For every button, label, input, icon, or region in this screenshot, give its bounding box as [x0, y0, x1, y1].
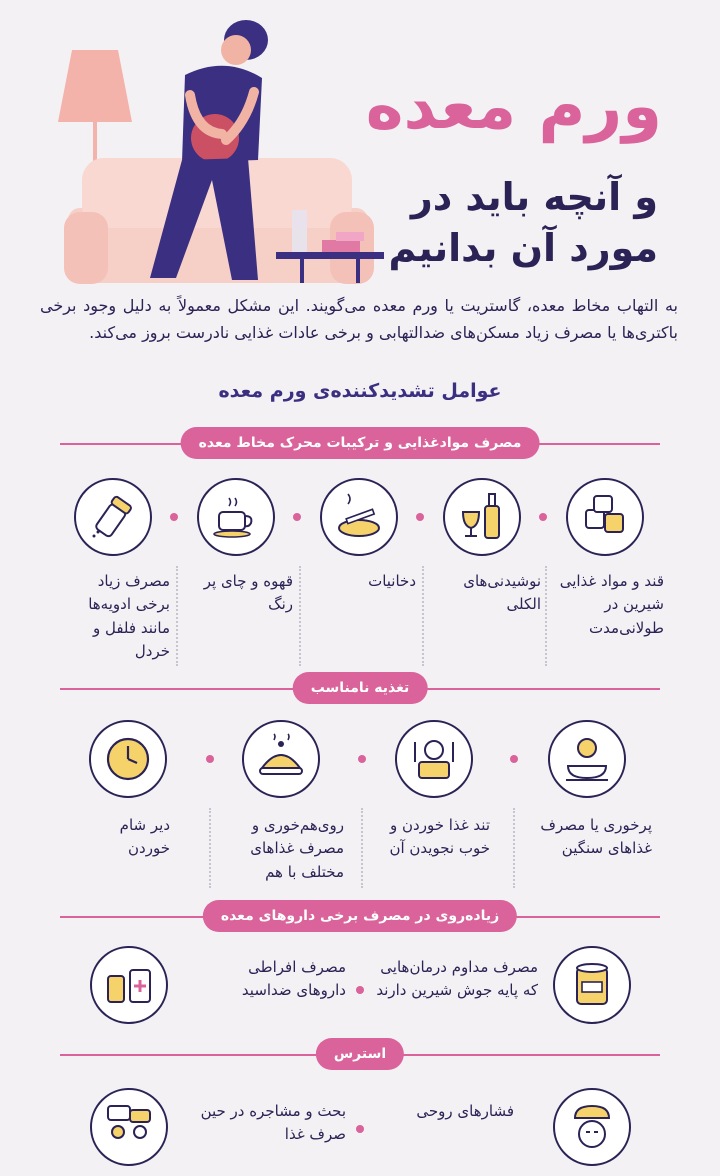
item-caption: بحث و مشاجره در حین صرف غذا — [200, 1102, 346, 1144]
section-1-title: مصرف موادغذایی و ترکیبات محرک مخاط معده — [181, 427, 540, 459]
item-caption: پرخوری یا مصرف غذاهای سنگین — [540, 816, 652, 858]
item-caption: فشارهای روحی — [416, 1102, 514, 1120]
page-subtitle — [358, 172, 658, 275]
subtitle-line-1: و آنچه باید در — [410, 175, 658, 219]
column-separator — [513, 808, 515, 888]
overeating-icon — [548, 720, 626, 798]
separator-dot — [358, 755, 366, 763]
argument-icon — [90, 1088, 168, 1166]
column-separator — [176, 566, 178, 666]
separator-dot — [170, 513, 178, 521]
page-title: ورم معده — [365, 70, 662, 144]
fast-eating-icon — [395, 720, 473, 798]
item-caption: مصرف مداوم درمان‌هایی که پایه جوش شیرین دارند — [376, 958, 538, 1000]
column-separator — [361, 808, 363, 888]
spice-shaker-icon — [74, 478, 152, 556]
sugar-cubes-icon — [566, 478, 644, 556]
column-separator — [422, 566, 424, 666]
item-caption: نوشیدنی‌های الکلی — [463, 572, 541, 614]
coffee-cup-icon — [197, 478, 275, 556]
item-caption: قند و مواد غذایی شیرین در طولانی‌مدت — [559, 572, 664, 637]
factors-heading: عوامل تشدیدکننده‌ی ورم معده — [218, 380, 502, 402]
subtitle-line-2: مورد آن بدانیم — [388, 226, 658, 271]
item-caption: قهوه و چای پر رنگ — [203, 572, 293, 614]
intro-paragraph: به التهاب مخاط معده، گاستریت یا ورم معده می‌گویند. این مشکل معمولاً به دلیل وجود برخی باکتری‌ها یا مصرف زیاد مسکن‌های ضدالتهابی و برخی عادات غذایی نادرست بروز می‌کند. — [40, 296, 678, 343]
item-caption: تند غذا خوردن و خوب نجویدن آن — [389, 816, 490, 858]
item-caption: مصرف افراطی داروهای ضداسید — [241, 958, 346, 1000]
baking-soda-icon — [553, 946, 631, 1024]
item-caption: مصرف زیاد برخی ادویه‌ها مانند فلفل و خردل — [88, 572, 170, 660]
medicine-icon — [90, 946, 168, 1024]
item-caption: روی‌هم‌خوری و مصرف غذاهای مختلف با هم — [250, 816, 344, 881]
section-3-title: زیاده‌روی در مصرف برخی داروهای معده — [203, 900, 517, 932]
separator-dot — [356, 1125, 364, 1133]
clock-icon — [89, 720, 167, 798]
item-caption: دیر شام خوردن — [119, 816, 170, 858]
stressed-person-icon — [553, 1088, 631, 1166]
separator-dot — [356, 986, 364, 994]
hero-illustration — [0, 0, 720, 285]
column-separator — [209, 808, 211, 888]
separator-dot — [416, 513, 424, 521]
separator-dot — [510, 755, 518, 763]
column-separator — [299, 566, 301, 666]
column-separator — [545, 566, 547, 666]
item-caption: دخانیات — [368, 572, 416, 590]
cigarette-icon — [320, 478, 398, 556]
separator-dot — [206, 755, 214, 763]
food-platter-icon — [242, 720, 320, 798]
alcohol-icon — [443, 478, 521, 556]
separator-dot — [293, 513, 301, 521]
separator-dot — [539, 513, 547, 521]
section-4-title: استرس — [316, 1038, 404, 1070]
section-2-title: تغذیه نامناسب — [293, 672, 428, 704]
